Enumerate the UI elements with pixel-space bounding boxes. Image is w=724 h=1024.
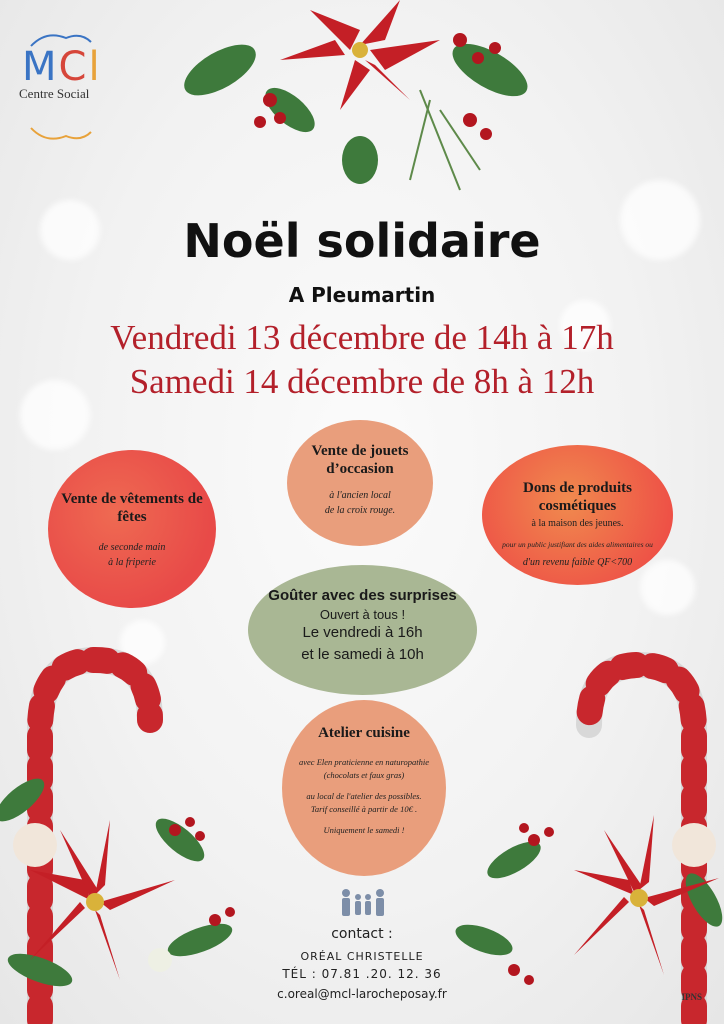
contact-name: ORÉAL CHRISTELLE	[300, 950, 424, 963]
event-date-friday: Vendredi 13 décembre de 14h à 17h	[110, 318, 614, 357]
hands-icon	[26, 124, 96, 146]
logo-subtitle: Centre Social	[19, 86, 90, 101]
activity-detail: à l'ancien local	[329, 490, 391, 501]
contact-phone[interactable]: TÉL : 07.81 .20. 12. 36	[282, 967, 442, 981]
activity-subtitle: à la maison des jeunes.	[531, 518, 624, 529]
activity-detail: de la croix rouge.	[324, 505, 396, 516]
activity-detail: et le samedi à 10h	[301, 646, 424, 663]
activity-detail: à la friperie	[108, 557, 156, 568]
activity-detail: d'un revenu faible QF<700	[522, 557, 633, 568]
activity-cooking-workshop	[282, 700, 446, 876]
activity-detail: pour un public justifiant des aides alimentaires ou	[502, 540, 653, 549]
mcl-logo	[14, 24, 114, 154]
activity-detail: avec Elen praticienne en naturopathie	[299, 757, 429, 767]
event-place: A Pleumartin	[288, 283, 436, 307]
footer-ipns: IPNS	[681, 992, 702, 1002]
activity-title: Atelier cuisine	[318, 725, 410, 741]
family-icon	[338, 888, 388, 918]
activity-subtitle: Ouvert à tous !	[319, 607, 406, 622]
activity-cosmetics-donation	[482, 445, 673, 585]
activity-title: Vente de vêtements de fêtes	[61, 491, 203, 525]
event-date-saturday: Samedi 14 décembre de 8h à 12h	[129, 362, 595, 401]
activity-snack	[248, 565, 477, 695]
activity-detail: de seconde main	[98, 542, 166, 553]
activity-detail: Uniquement le samedi !	[323, 825, 405, 835]
activity-detail: Le vendredi à 16h	[302, 624, 423, 641]
contact-email[interactable]: c.oreal@mcl-larocheposay.fr	[277, 987, 447, 1001]
activity-toy-sale	[287, 420, 433, 546]
contact-label: contact :	[331, 926, 393, 942]
activity-detail: (chocolats et faux gras)	[323, 770, 405, 780]
activity-detail: au local de l'atelier des possibles.	[306, 791, 422, 801]
activity-clothes-sale	[48, 450, 216, 608]
page-title: Noël solidaire	[183, 214, 541, 268]
activity-detail: Tarif conseillé à partir de 10€ .	[310, 804, 418, 814]
logo-mark: MCl	[22, 44, 102, 90]
activity-title: Vente de jouets d’occasion	[311, 443, 409, 477]
poinsettia-top-decoration	[160, 0, 560, 200]
activity-title: Goûter avec des surprises	[268, 587, 457, 604]
activity-title: Dons de produits cosmétiques	[523, 480, 632, 514]
